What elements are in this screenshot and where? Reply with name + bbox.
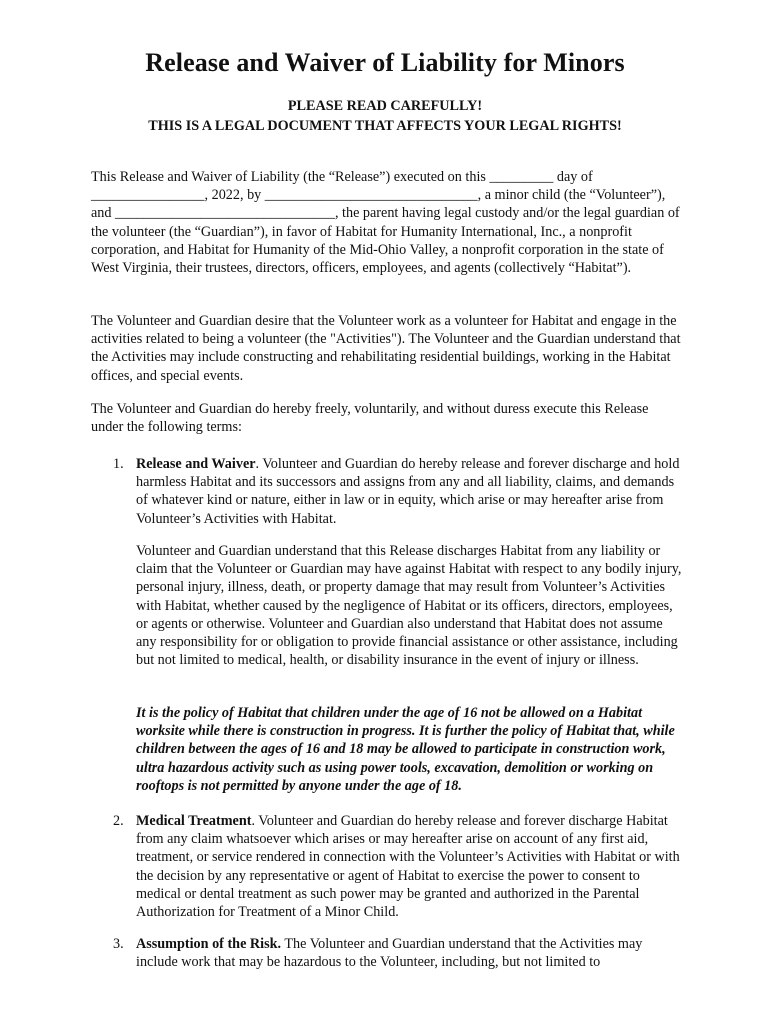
item-text: . Volunteer and Guardian do hereby release and forever discharge Habitat from any claim whatsoever which arises or may hereafter arise on account of any first aid, treatment, or service rendered in connection with the Volunteer’s Activities with Habitat or with the decision by any representative or agent of Habitat to exercise the power to consent to medical or dental treatment as such power may be granted and authorized in the Parental Authorization for Treatment of a Minor Child. <box>136 813 680 921</box>
item-body <box>136 455 684 528</box>
item-number: 2. <box>113 813 124 829</box>
item-number: 3. <box>113 936 124 952</box>
item-text: The Volunteer and Guardian understand that the Activities may include work that may be hazardous to the Volunteer, including, but not limited to <box>136 936 643 971</box>
item-body <box>136 935 684 971</box>
item-text: . Volunteer and Guardian do hereby release and forever discharge and hold harmless Habitat and its successors and assigns from any and all liability, claims, and demands of whatever kind or nature, either in law or in equity, which arise or may hereafter arise from Volunteer’s Activities with Habitat. <box>136 456 680 527</box>
item-body <box>136 812 684 921</box>
notice-line-1: PLEASE READ CAREFULLY! <box>287 98 483 114</box>
item-heading: Medical Treatment <box>136 813 252 829</box>
legal-notice <box>0 96 770 136</box>
activities-paragraph: The Volunteer and Guardian desire that the Volunteer work as a volunteer for Habitat and engage in the activities related to being a volunteer (the "Activities"). The Volunteer and the Guardian understand that the Activities may include constructing and rehabilitating residential buildings, working in the Habitat offices, and special events. <box>91 313 681 384</box>
document-title: Release and Waiver of Liability for Minors <box>145 48 625 77</box>
item-heading: Release and Waiver <box>136 456 256 472</box>
age-policy-paragraph: It is the policy of Habitat that children under the age of 16 not be allowed on a Habitat worksite while there is construction in progress. It is further the policy of Habitat that, while children between the ages of 16 and 18 may be allowed to participate in construction work, ultra hazardous activity such as using power tools, excavation, demolition or working on rooftops is not permitted by anyone under the age of 18. <box>136 705 675 794</box>
notice-line-2: THIS IS A LEGAL DOCUMENT THAT AFFECTS YOUR LEGAL RIGHTS! <box>148 118 622 134</box>
release-detail-paragraph: Volunteer and Guardian understand that this Release discharges Habitat from any liability or claim that the Volunteer or Guardian may have against Habitat with respect to any bodily injury, personal injury, illness, death, or property damage that may result from Volunteer’s Activities with Habitat, whether caused by the negligence of Habitat or its officers, directors, employees, or agents or otherwise. Volunteer and Guardian also understand that Habitat does not assume any responsibility for or obligation to provide financial assistance or other assistance, including but not limited to medical, health, or disability insurance in the event of injury or illness. <box>136 543 682 669</box>
item-heading: Assumption of the Risk. <box>136 936 282 952</box>
intro-paragraph: This Release and Waiver of Liability (the “Release”) executed on this _________ day of ________________, 2022, by ______________________________, a minor child (the “Volunteer”), and _______________________________, the parent having legal custody and/or the legal guardian of the volunteer (the “Guardian”), in favor of Habitat for Humanity International, Inc., a nonprofit corporation, and Habitat for Humanity of the Mid-Ohio Valley, a nonprofit corporation in the state of West Virginia, their trustees, directors, officers, employees, and agents (collectively “Habitat”). <box>91 169 680 277</box>
terms-intro-paragraph: The Volunteer and Guardian do hereby freely, voluntarily, and without duress execute this Release under the following terms: <box>91 401 649 436</box>
item-number: 1. <box>113 456 124 472</box>
